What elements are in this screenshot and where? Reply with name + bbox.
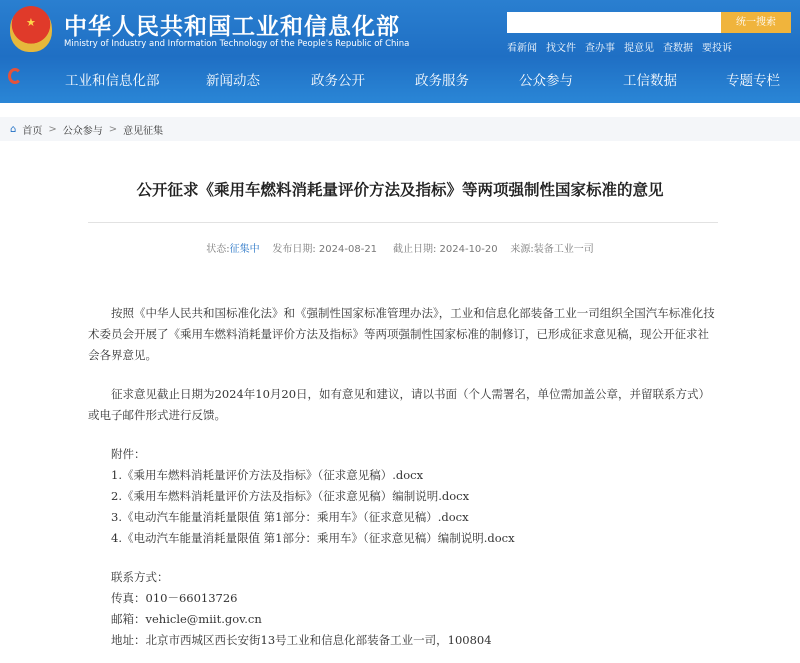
paragraph: 按照《中华人民共和国标准化法》和《强制性国家标准管理办法》，工业和信息化部装备工业一司组织全国汽车标准化技术委员会开展了《乘用车燃料消耗量评价方法及指标》等两项强制性国家标准的制修订，已形成征求意见稿，现公开征求社会各界意见。	[88, 306, 715, 362]
deadline-label: 截止日期:	[392, 244, 437, 255]
paragraph: 征求意见截止日期为2024年10月20日，如有意见和建议，请以书面（个人需署名，单位需加盖公章，并留联系方式）或电子邮件形式进行反馈。	[88, 387, 711, 422]
site-header	[0, 0, 800, 103]
nav-data[interactable]: 工信数据	[623, 73, 677, 89]
breadcrumb-separator: >	[48, 123, 57, 135]
article-title: 公开征求《乘用车燃料消耗量评价方法及指标》等两项强制性国家标准的意见	[136, 181, 664, 199]
attachment-link[interactable]: 4.《电动汽车能量消耗量限值 第1部分：乘用车》（征求意见稿）编制说明.docx	[111, 531, 515, 545]
attachment-link[interactable]: 1.《乘用车燃料消耗量评价方法及指标》（征求意见稿）.docx	[111, 468, 424, 482]
nav-gov-open[interactable]: 政务公开	[311, 73, 365, 89]
divider	[88, 222, 718, 223]
breadcrumb-public[interactable]: 公众参与	[62, 125, 103, 137]
article-body	[88, 303, 720, 651]
contact-address: 地址：北京市西城区西长安街13号工业和信息化部装备工业一司，100804	[111, 633, 492, 647]
site-subtitle: Ministry of Industry and Information Technology of the People's Republic of China	[64, 39, 410, 49]
quick-link-complaint[interactable]: 要投诉	[702, 43, 732, 54]
home-icon: ⌂	[10, 123, 17, 135]
attachment-link[interactable]: 3.《电动汽车能量消耗量限值 第1部分：乘用车》（征求意见稿）.docx	[111, 510, 469, 524]
nav-news[interactable]: 新闻动态	[206, 73, 260, 89]
breadcrumb	[0, 117, 800, 141]
quick-link-news[interactable]: 看新闻	[507, 43, 537, 54]
quick-link-services[interactable]: 查办事	[585, 43, 615, 54]
publish-label: 发布日期:	[272, 244, 316, 255]
e-logo-icon	[8, 68, 22, 84]
nav-topics[interactable]: 专题专栏	[726, 73, 780, 89]
quick-link-data[interactable]: 查数据	[663, 43, 693, 54]
status-label: 状态:	[206, 244, 230, 255]
contact-fax: 传真：010－66013726	[111, 591, 238, 605]
nav-public[interactable]: 公众参与	[519, 73, 573, 89]
search-button[interactable]: 统一搜索	[721, 12, 791, 33]
status-value: 征集中	[229, 244, 260, 255]
attachments-label: 附件：	[111, 447, 146, 461]
source-value: 装备工业一司	[533, 244, 594, 255]
article-meta	[0, 240, 800, 255]
publish-date: 2024-08-21	[318, 244, 378, 255]
breadcrumb-home[interactable]: 首页	[22, 125, 43, 137]
main-nav	[0, 60, 800, 94]
national-emblem-logo: ★	[10, 6, 52, 52]
contact-email: 邮箱：vehicle@miit.gov.cn	[111, 612, 262, 626]
quick-links	[507, 39, 732, 54]
nav-gov-service[interactable]: 政务服务	[415, 73, 469, 89]
nav-ministry[interactable]: 工业和信息化部	[65, 73, 160, 89]
site-title[interactable]: 中华人民共和国工业和信息化部	[64, 14, 400, 40]
source-label: 来源:	[510, 244, 534, 255]
attachment-link[interactable]: 2.《乘用车燃料消耗量评价方法及指标》（征求意见稿）编制说明.docx	[111, 489, 470, 503]
breadcrumb-current[interactable]: 意见征集	[123, 125, 164, 137]
search-input[interactable]	[507, 12, 721, 33]
breadcrumb-separator: >	[108, 123, 118, 135]
quick-link-files[interactable]: 找文件	[546, 43, 576, 54]
contact-label: 联系方式：	[111, 570, 169, 584]
deadline-date: 2024-10-20	[439, 244, 498, 255]
quick-link-feedback[interactable]: 提意见	[624, 43, 654, 54]
